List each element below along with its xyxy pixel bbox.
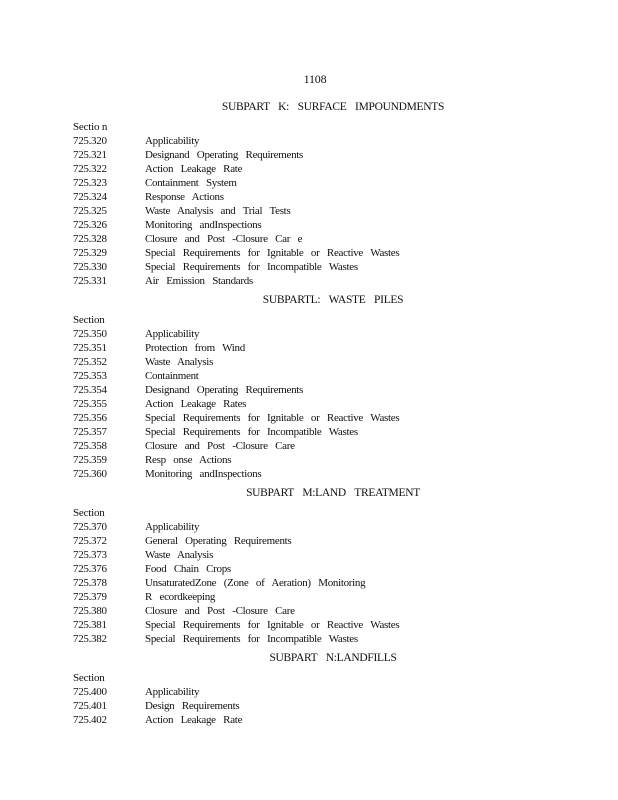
toc-row xyxy=(73,685,593,699)
section-title: Applicability xyxy=(145,686,200,698)
toc-row xyxy=(73,148,593,162)
toc-row xyxy=(73,162,593,176)
subpart-title: SUBPART K: SURFACE IMPOUNDMENTS xyxy=(221,101,445,113)
section-number: 725.325 xyxy=(73,205,107,217)
section-number: 725.380 xyxy=(73,605,107,617)
section-title: Air Emission Standards xyxy=(145,275,253,287)
toc-row xyxy=(73,590,593,604)
section-number: 725.376 xyxy=(73,563,107,575)
section-number: 725.320 xyxy=(73,135,107,147)
section-title: Applicability xyxy=(145,521,200,533)
toc-row xyxy=(73,204,593,218)
section-number: 725.378 xyxy=(73,577,107,589)
toc-row xyxy=(73,369,593,383)
toc-row xyxy=(73,520,593,534)
section-number: 725.359 xyxy=(73,454,107,466)
toc-row xyxy=(73,439,593,453)
toc-row xyxy=(73,397,593,411)
section-number: 725.323 xyxy=(73,177,107,189)
section-title: Food Chain Crops xyxy=(145,563,231,575)
subpart-title: SUBPARTL: WASTE PILES xyxy=(262,294,404,306)
section-number: 725.355 xyxy=(73,398,107,410)
section-number: 725.381 xyxy=(73,619,107,631)
section-number: 725.370 xyxy=(73,521,107,533)
section-title: Special Requirements for Ignitable or Reactive Wastes xyxy=(145,412,400,424)
toc-row xyxy=(73,411,593,425)
section-number: 725.401 xyxy=(73,700,107,712)
section-title: Applicability xyxy=(145,328,200,340)
section-number: 725.324 xyxy=(73,191,107,203)
toc-row xyxy=(73,576,593,590)
subpart-l xyxy=(73,293,593,481)
section-title: Containment xyxy=(145,370,199,382)
toc-row xyxy=(73,134,593,148)
section-title: Waste Analysis and Trial Tests xyxy=(145,205,291,217)
toc-row xyxy=(73,383,593,397)
section-title: Response Actions xyxy=(145,191,224,203)
section-number: 725.357 xyxy=(73,426,107,438)
section-number: 725.373 xyxy=(73,549,107,561)
section-number: 725.330 xyxy=(73,261,107,273)
section-number: 725.350 xyxy=(73,328,107,340)
toc-row xyxy=(73,274,593,288)
section-title: Resp onse Actions xyxy=(145,454,232,466)
toc-row xyxy=(73,327,593,341)
section-number: 725.321 xyxy=(73,149,107,161)
section-number: 725.382 xyxy=(73,633,107,645)
section-number: 725.353 xyxy=(73,370,107,382)
section-header: Section xyxy=(73,314,105,326)
toc-row xyxy=(73,218,593,232)
section-title: Closure and Post -Closure Care xyxy=(145,605,295,617)
toc-row xyxy=(73,190,593,204)
section-number: 725.352 xyxy=(73,356,107,368)
section-header: Sectio n xyxy=(73,121,108,133)
section-title: Containment System xyxy=(145,177,237,189)
section-title: Action Leakage Rates xyxy=(145,398,247,410)
section-title: Monitoring andInspections xyxy=(145,468,262,480)
section-title: Closure and Post -Closure Care xyxy=(145,440,295,452)
section-number: 725.328 xyxy=(73,233,107,245)
section-number: 725.402 xyxy=(73,714,107,726)
section-title: Special Requirements for Incompatible Wastes xyxy=(145,426,358,438)
section-title: Closure and Post -Closure Car e xyxy=(145,233,303,245)
section-title: Applicability xyxy=(145,135,200,147)
toc-row xyxy=(73,534,593,548)
subpart-title: SUBPART M:LAND TREATMENT xyxy=(246,487,420,499)
section-number: 725.372 xyxy=(73,535,107,547)
toc-row xyxy=(73,604,593,618)
subpart-k xyxy=(73,100,593,288)
section-title: UnsaturatedZone (Zone of Aeration) Monitoring xyxy=(145,577,366,589)
section-number: 725.331 xyxy=(73,275,107,287)
section-number: 725.354 xyxy=(73,384,107,396)
section-title: Waste Analysis xyxy=(145,356,214,368)
toc-row xyxy=(73,260,593,274)
toc-row xyxy=(73,453,593,467)
section-number: 725.379 xyxy=(73,591,107,603)
section-title: Action Leakage Rate xyxy=(145,714,243,726)
section-title: Design Requirements xyxy=(145,700,240,712)
toc-row xyxy=(73,562,593,576)
section-header: Section xyxy=(73,507,105,519)
subpart-n xyxy=(73,651,593,727)
toc-row xyxy=(73,246,593,260)
section-title: Special Requirements for Ignitable or Reactive Wastes xyxy=(145,619,400,631)
section-title: Action Leakage Rate xyxy=(145,163,243,175)
section-title: Designand Operating Requirements xyxy=(145,384,304,396)
section-title: Special Requirements for Ignitable or Reactive Wastes xyxy=(145,247,400,259)
section-title: Designand Operating Requirements xyxy=(145,149,304,161)
section-number: 725.400 xyxy=(73,686,107,698)
toc-row xyxy=(73,176,593,190)
toc-row xyxy=(73,425,593,439)
section-number: 725.326 xyxy=(73,219,107,231)
section-title: Special Requirements for Incompatible Wastes xyxy=(145,633,358,645)
section-title: Waste Analysis xyxy=(145,549,214,561)
toc-row xyxy=(73,618,593,632)
subpart-m xyxy=(73,486,593,646)
page-number: 1108 xyxy=(303,72,327,86)
toc-row xyxy=(73,713,593,727)
toc-row xyxy=(73,632,593,646)
toc-row xyxy=(73,548,593,562)
section-title: Monitoring andInspections xyxy=(145,219,262,231)
section-title: Special Requirements for Incompatible Wastes xyxy=(145,261,358,273)
section-title: General Operating Requirements xyxy=(145,535,292,547)
section-number: 725.358 xyxy=(73,440,107,452)
section-number: 725.356 xyxy=(73,412,107,424)
section-title: R ecordkeeping xyxy=(145,591,216,603)
subpart-title: SUBPART N:LANDFILLS xyxy=(269,652,397,664)
section-number: 725.351 xyxy=(73,342,107,354)
toc-row xyxy=(73,232,593,246)
section-header: Section xyxy=(73,672,105,684)
toc-row xyxy=(73,341,593,355)
section-number: 725.360 xyxy=(73,468,107,480)
section-title: Protection from Wind xyxy=(145,342,245,354)
toc-row xyxy=(73,355,593,369)
toc-row xyxy=(73,699,593,713)
section-number: 725.329 xyxy=(73,247,107,259)
toc-row xyxy=(73,467,593,481)
section-number: 725.322 xyxy=(73,163,107,175)
